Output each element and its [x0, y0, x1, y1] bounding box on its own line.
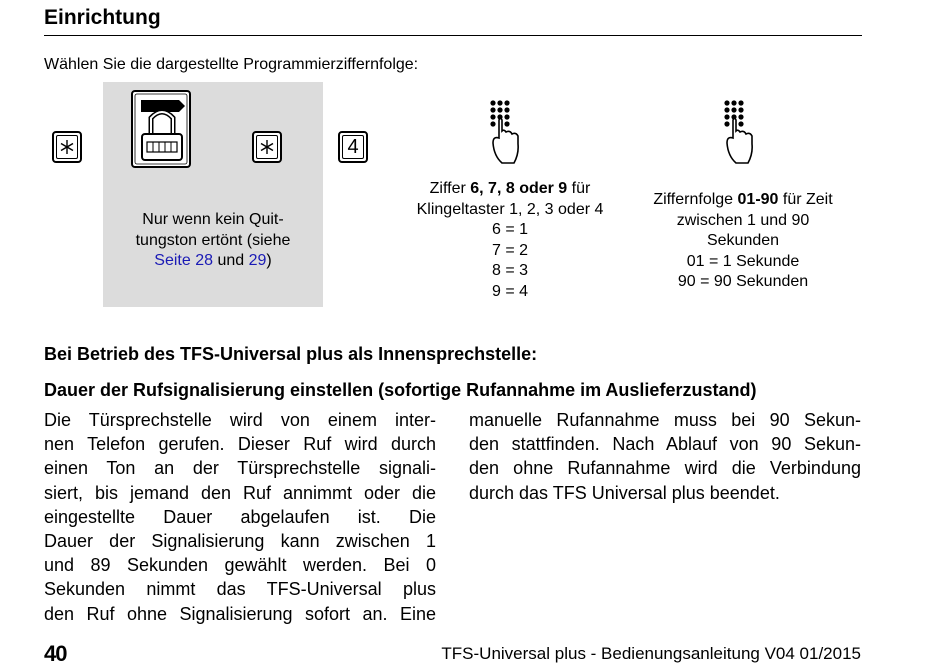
col1-post: für — [567, 180, 591, 197]
body-line: Die Türsprechstelle wird von einem inter- — [44, 410, 436, 430]
col1-map-line: 8 = 3 — [491, 262, 529, 280]
col2-line — [628, 190, 858, 211]
body-line: den Ruf ohne Signalisierung sofort an. Eine — [44, 603, 436, 624]
body-line: durch das TFS Universal plus beendet. — [469, 482, 780, 503]
keypad-hand-icon — [722, 98, 756, 168]
body-line: Sekunden nimmt das TFS-Universal plus — [44, 579, 436, 600]
asterisk-icon — [59, 139, 75, 155]
digit-4-label: 4 — [342, 135, 364, 159]
instruction-text: Wählen Sie die dargestellte Programmierziffernfolge: — [44, 56, 419, 73]
star-key-icon — [252, 131, 282, 163]
col1-pre: Ziffer — [429, 180, 471, 197]
grey-note-line: tungston ertönt (siehe — [135, 231, 291, 249]
col2-line: Sekunden — [706, 232, 780, 250]
star-key-label — [256, 135, 278, 159]
body-line: den ohne Rufannahme wird die Verbindung — [469, 458, 861, 479]
star-key-label — [56, 135, 78, 159]
body-line: Dauer der Signalisierung kann zwischen 1 — [44, 531, 436, 552]
grey-note-line — [103, 251, 323, 272]
body-left-column — [44, 408, 436, 626]
body-line: einen Ton an der Türsprechstelle signali- — [44, 458, 436, 479]
body-right-column — [469, 408, 861, 505]
asterisk-icon — [259, 139, 275, 155]
col1-bold: 6, 7, 8 oder 9 — [470, 180, 568, 197]
col2-pre: Ziffernfolge — [653, 191, 738, 208]
body-line: siert, bis jemand den Ruf annimmt oder die — [44, 482, 436, 503]
col2-post: für Zeit — [778, 191, 833, 208]
col2-line: zwischen 1 und 90 — [676, 211, 810, 229]
title-divider — [44, 35, 862, 36]
body-line: den stattfinden. Nach Ablauf von 90 Sekun- — [469, 434, 861, 455]
grey-note — [103, 210, 323, 272]
col1-map-line: 6 = 1 — [491, 221, 529, 239]
body-line: eingestellte Dauer abgelaufen ist. Die — [44, 506, 436, 527]
lock-icon — [131, 90, 193, 170]
grey-note-end: ) — [266, 252, 272, 270]
ringer-digit-info — [390, 179, 630, 303]
body-line: nen Telefon gerufen. Dieser Ruf wird durch — [44, 434, 436, 455]
col1-line: Klingeltaster 1, 2, 3 oder 4 — [416, 200, 604, 218]
star-key-icon — [52, 131, 82, 163]
keypad-hand-icon — [488, 98, 522, 168]
col2-line: 90 = 90 Sekunden — [677, 273, 809, 291]
page-title: Einrichtung — [44, 6, 161, 29]
col2-line: 01 = 1 Sekunde — [686, 252, 800, 270]
subsection-heading: Dauer der Rufsignalisierung einstellen (sofortige Rufannahme im Auslieferzustand) — [44, 380, 757, 400]
link-page-28[interactable]: Seite 28 — [154, 252, 213, 270]
col2-bold: 01-90 — [737, 191, 779, 208]
duration-digit-info — [628, 190, 858, 293]
col1-line — [390, 179, 630, 200]
grey-note-mid: und — [213, 252, 249, 270]
section-heading: Bei Betrieb des TFS-Universal plus als Innensprechstelle: — [44, 344, 538, 364]
grey-note-line: Nur wenn kein Quit- — [142, 211, 284, 228]
col1-map-line: 7 = 2 — [491, 241, 529, 259]
digit-4-key-icon — [338, 131, 368, 163]
page-number: 40 — [44, 641, 67, 666]
col1-map-line: 9 = 4 — [491, 282, 529, 300]
body-line: und 89 Sekunden gewählt werden. Bei 0 — [44, 555, 436, 576]
footer-doc-title: TFS-Universal plus - Bedienungsanleitung V04 01/2015 — [441, 644, 861, 663]
link-page-29[interactable]: 29 — [248, 252, 267, 270]
body-line: manuelle Rufannahme muss bei 90 Sekun- — [469, 410, 861, 430]
